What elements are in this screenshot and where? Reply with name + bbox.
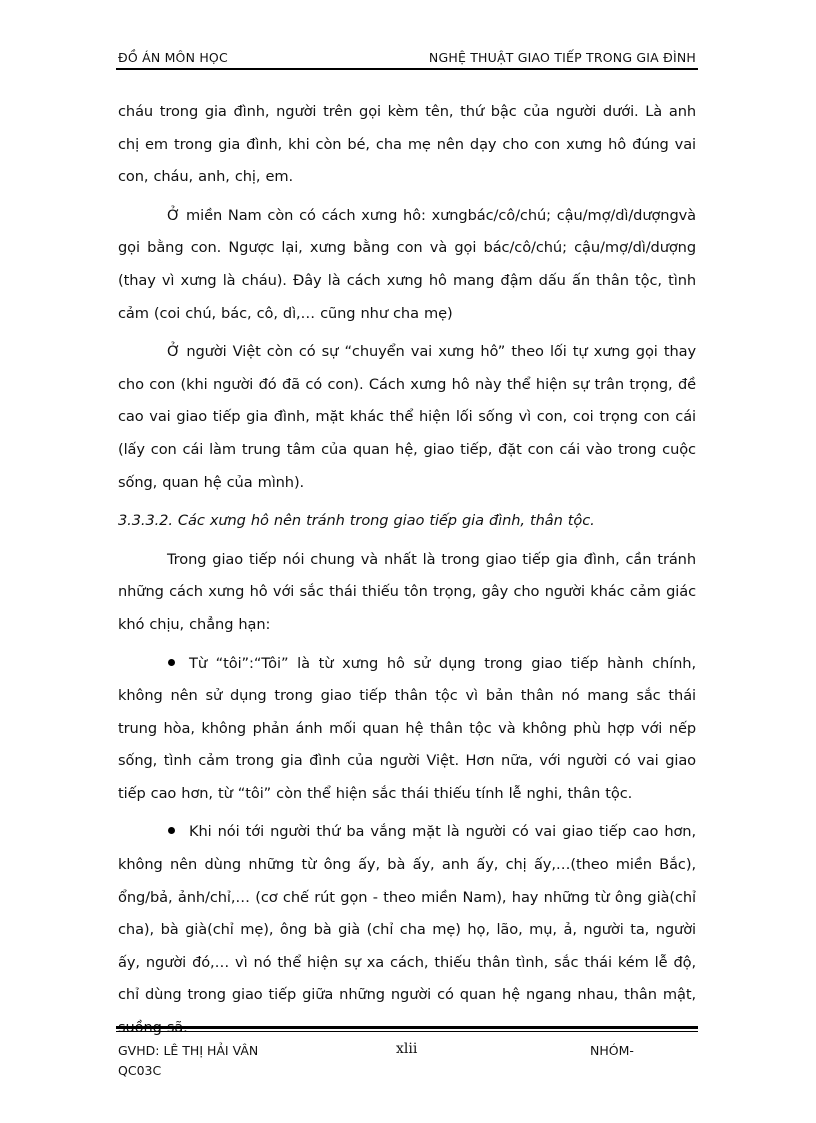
footer-rule-thin [116,1031,698,1032]
bullet-dot-icon [168,659,175,666]
bullet-item-toi [118,648,696,811]
bullet-text: Từ “tôi”:“Tôi” là từ xưng hô sử dụng trong giao tiếp hành chính, không nên sử dụng trong giao tiếp thân tộc vì bản thân nó mang sắc thái trung hòa, không phản ánh mối quan hệ thân tộc và không phù hợp với nếp sống, tình cảm trong gia đình của người Việt. Hơn nữa, với người có vai giao tiếp cao hơn, từ “tôi” còn thể hiện sắc thái thiếu tính lễ nghi, thân tộc. [118,654,696,802]
header-left-title: ĐỒ ÁN MÔN HỌC [118,50,228,65]
paragraph-role-shift: Ở người Việt còn có sự “chuyển vai xưng hô” theo lối tự xưng gọi thay cho con (khi người đó đã có con). Cách xưng hô này thể hiện sự trân trọng, đề cao vai giao tiếp gia đình, mặt khác thể hiện lối sống vì con, coi trọng con cái (lấy con cái làm trung tâm của quan hệ, giao tiếp, đặt con cái vào trong cuộc sống, quan hệ của mình). [118,343,696,491]
page-number: xlii [396,1041,418,1057]
footer-instructor: GVHD: LÊ THỊ HẢI VÂN [118,1043,259,1058]
bullet-dot-icon [168,827,175,834]
page-footer [118,1041,696,1081]
header-rule [116,68,698,70]
paragraph-continued: cháu trong gia đình, người trên gọi kèm tên, thứ bậc của người dưới. Là anh chị em trong gia đình, khi còn bé, cha mẹ nên dạy cho con xưng hô đúng vai con, cháu, anh, chị, em. [118,103,696,186]
header-right-title: NGHỆ THUẬT GIAO TIẾP TRONG GIA ĐÌNH [428,50,696,65]
bullet-item-third-person [118,816,696,1044]
footer-class-code: QC03C [118,1063,162,1078]
bullet-text: Khi nói tới người thứ ba vắng mặt là người có vai giao tiếp cao hơn, không nên dùng những từ ông ấy, bà ấy, anh ấy, chị ấy,…(theo miền Bắc), ổng/bả, ảnh/chỉ,… (cơ chế rút gọn - theo miền Nam), hay những từ ông già(chỉ cha), bà già(chỉ mẹ), ông bà già (chỉ cha mẹ) họ, lão, mụ, ả, người ta, người ấy, người đó,… vì nó thể hiện sự xa cách, thiếu thân tình, sắc thái kém lễ độ, chỉ dùng trong giao tiếp giữa những người có quan hệ ngang nhau, thân mật, suồng sã. [118,823,696,1037]
footer-rule-thick [116,1026,698,1029]
footer-group: NHÓM- [590,1043,634,1058]
paragraph-southern-address: Ở miền Nam còn có cách xưng hô: xưngbác/cô/chú; cậu/mợ/dì/dượngvà gọi bằng con. Ngược lại, xưng bằng con và gọi bác/cô/chú; cậu/mợ/dì/dượng (thay vì xưng là cháu). Đây là cách xưng hô mang đậm dấu ấn thân tộc, tình cảm (coi chú, bác, cô, dì,… cũng như cha mẹ) [118,206,696,322]
section-heading: 3.3.3.2. Các xưng hô nên tránh trong giao tiếp gia đình, thân tộc. [118,512,595,530]
paragraph-avoid-intro: Trong giao tiếp nói chung và nhất là trong giao tiếp gia đình, cần tránh những cách xưng hô với sắc thái thiếu tôn trọng, gây cho người khác cảm giác khó chịu, chẳng hạn: [118,550,696,633]
document-body [118,96,696,1045]
